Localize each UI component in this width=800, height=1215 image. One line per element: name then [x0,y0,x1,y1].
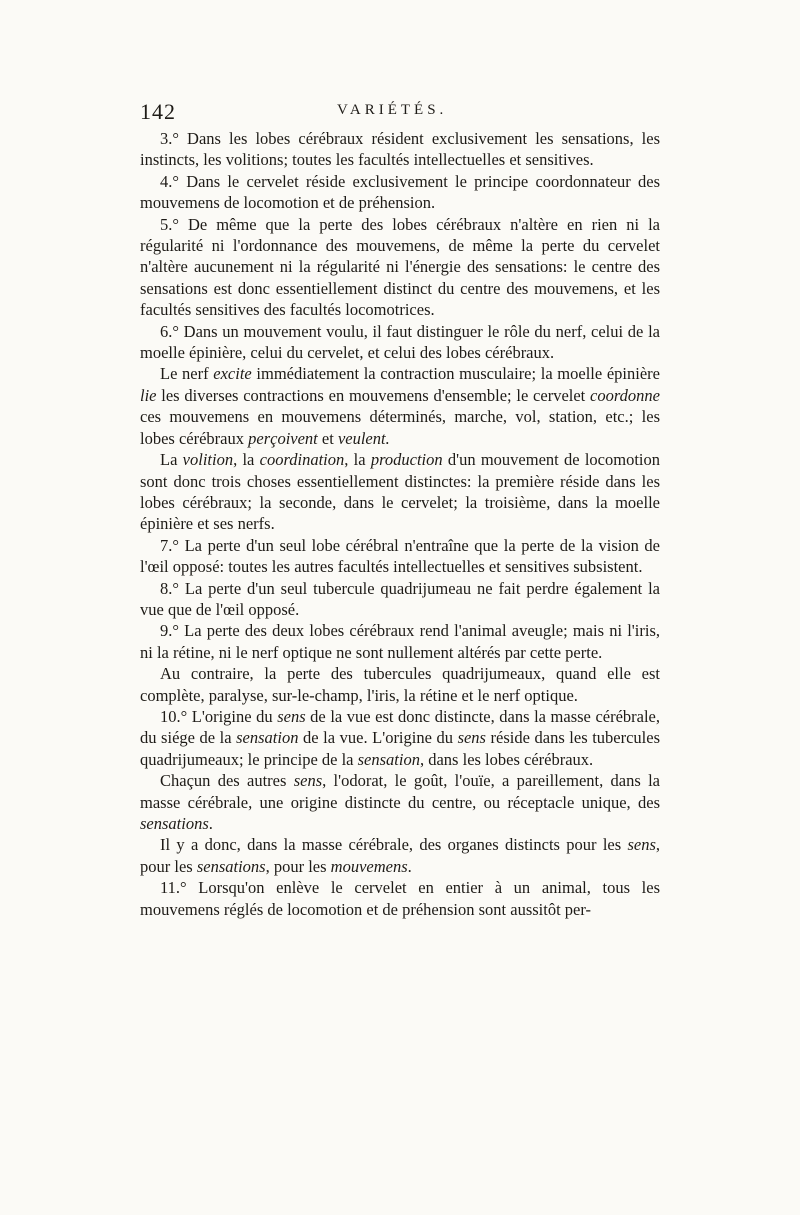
paragraph-8: 8.° La perte d'un seul tubercule quadrijumeau ne fait perdre également la vue que de l'œil opposé. [140,578,660,619]
paragraph-6: 6.° Dans un mouvement voulu, il faut distinguer le rôle du nerf, celui de la moelle épinière, celui du cervelet, et celui des lobes cérébraux. [140,321,660,363]
body-text [140,128,660,920]
paragraph-6-roles: Le nerf excite immédiatement la contraction musculaire; la moelle épinière lie les diverses contractions en mouvemens d'ensemble; le cervelet coordonne ces mouvemens en mouvemens déterminés, marche, vol, station, etc.; les lobes cérébraux perçoivent et veulent. [140,364,660,448]
page-header [140,99,660,125]
paragraph-4: 4.° Dans le cervelet réside exclusivement le principe coordonnateur des mouvemens de locomotion et de préhension. [140,171,660,213]
page-number: 142 [140,99,176,124]
paragraph-6-conclusion: La volition, la coordination, la production d'un mouvement de locomotion sont donc trois choses essentiellement distinctes: la première réside dans les lobes cérébraux; la seconde, dans le cervelet; la troisième, dans la moelle épinière et ses nerfs. [140,450,660,534]
paragraph-10: 10.° L'origine du sens de la vue est donc distincte, dans la masse cérébrale, du siége de la sensation de la vue. L'origine du sens réside dans les tubercules quadrijumeaux; le principe de la sensation, dans les lobes cérébraux. [140,706,661,769]
paragraph-11: 11.° Lorsqu'on enlève le cervelet en entier à un animal, tous les mouvemens réglés de locomotion et de préhension sont aussitôt per- [140,878,660,919]
paragraph-7: 7.° La perte d'un seul lobe cérébral n'entraîne que la perte de la vision de l'œil opposé: toutes les autres facultés intellectuelles et sensitives subsistent. [140,535,660,577]
running-head: VARIÉTÉS. [337,102,448,118]
paragraph-9: 9.° La perte des deux lobes cérébraux rend l'animal aveugle; mais ni l'iris, ni la rétine, ni le nerf optique ne sont nullement altérés par cette perte. [140,621,660,662]
paragraph-3: 3.° Dans les lobes cérébraux résident exclusivement les sensations, les instincts, les volitions; toutes les facultés intellectuelles et sensitives. [140,129,660,170]
paragraph-10-other-senses: Chaçun des autres sens, l'odorat, le goût, l'ouïe, a pareillement, dans la masse cérébrale, une origine distincte du centre, ou réceptacle unique, des sensations. [140,771,660,833]
paragraph-5: 5.° De même que la perte des lobes cérébraux n'altère en rien ni la régularité ni l'ordonnance des mouvemens, de même la perte du cervelet n'altère aucunement ni la régularité ni l'énergie des sensations: le centre des sensations est donc essentiellement distinct du centre des mouvemens, et les facultés sensitives des facultés locomotrices. [140,214,660,320]
paragraph-10-organs: Il y a donc, dans la masse cérébrale, des organes distincts pour les sens, pour les sensations, pour les mouvemens. [140,835,660,876]
paragraph-9-contrary: Au contraire, la perte des tubercules quadrijumeaux, quand elle est complète, paralyse, sur-le-champ, l'iris, la rétine et le nerf optique. [140,664,660,705]
